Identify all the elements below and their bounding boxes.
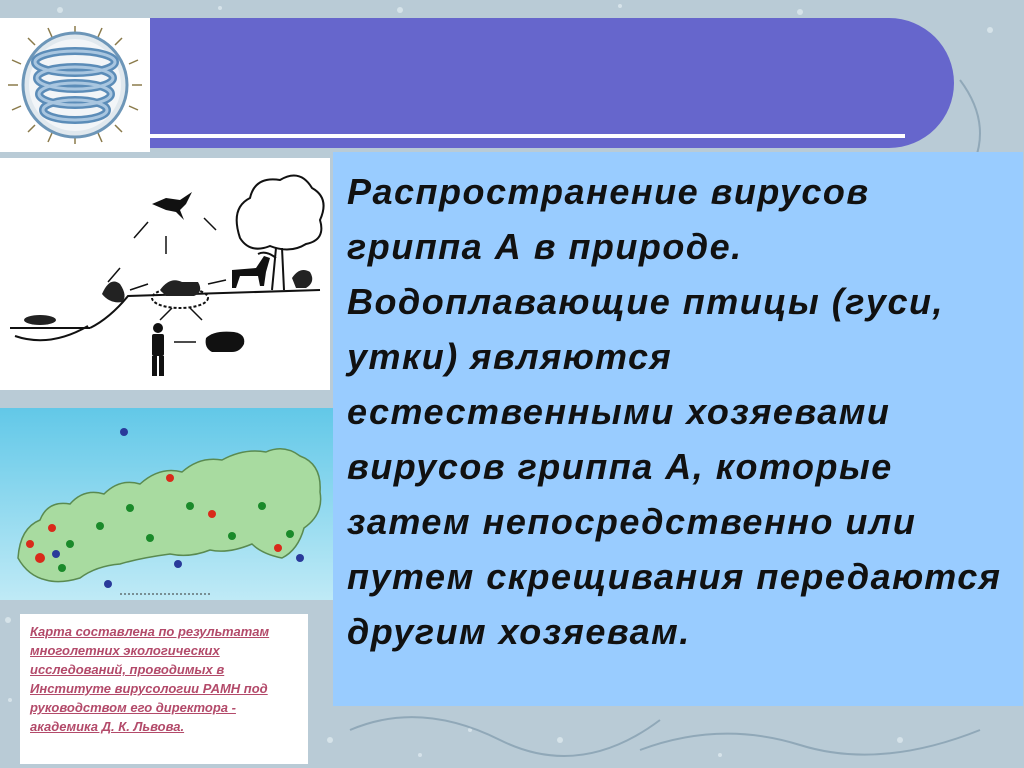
pig-icon bbox=[206, 332, 245, 352]
fish-icon bbox=[24, 315, 56, 325]
title-bar bbox=[140, 18, 954, 148]
main-text-panel bbox=[333, 152, 1023, 706]
virus-icon bbox=[0, 18, 150, 152]
map-caption-box bbox=[20, 614, 308, 764]
person-icon bbox=[152, 323, 164, 376]
arrows bbox=[108, 218, 226, 342]
horse-icon bbox=[232, 256, 270, 288]
russia-map bbox=[0, 408, 334, 600]
duck-icon bbox=[160, 280, 200, 296]
chicken-icon bbox=[292, 270, 312, 288]
virus-logo bbox=[0, 18, 150, 152]
title-underline bbox=[150, 134, 905, 138]
transmission-diagram bbox=[0, 158, 330, 390]
body-text: Распространение вирусов гриппа А в природе. Водоплавающие птицы (гуси, утки) являются естественными хозяевами вирусов гриппа А, которые затем непосредственно или путем скрещивания передаются другим хозяевам. bbox=[347, 171, 1002, 652]
map-caption: Карта составлена по результатам многолетних экологических исследований, проводимых в Институте вирусологии РАМН под руководством его директора - академика Д. К. Львова. bbox=[30, 624, 270, 734]
bird-icon bbox=[152, 192, 192, 220]
seal-icon bbox=[102, 282, 125, 303]
